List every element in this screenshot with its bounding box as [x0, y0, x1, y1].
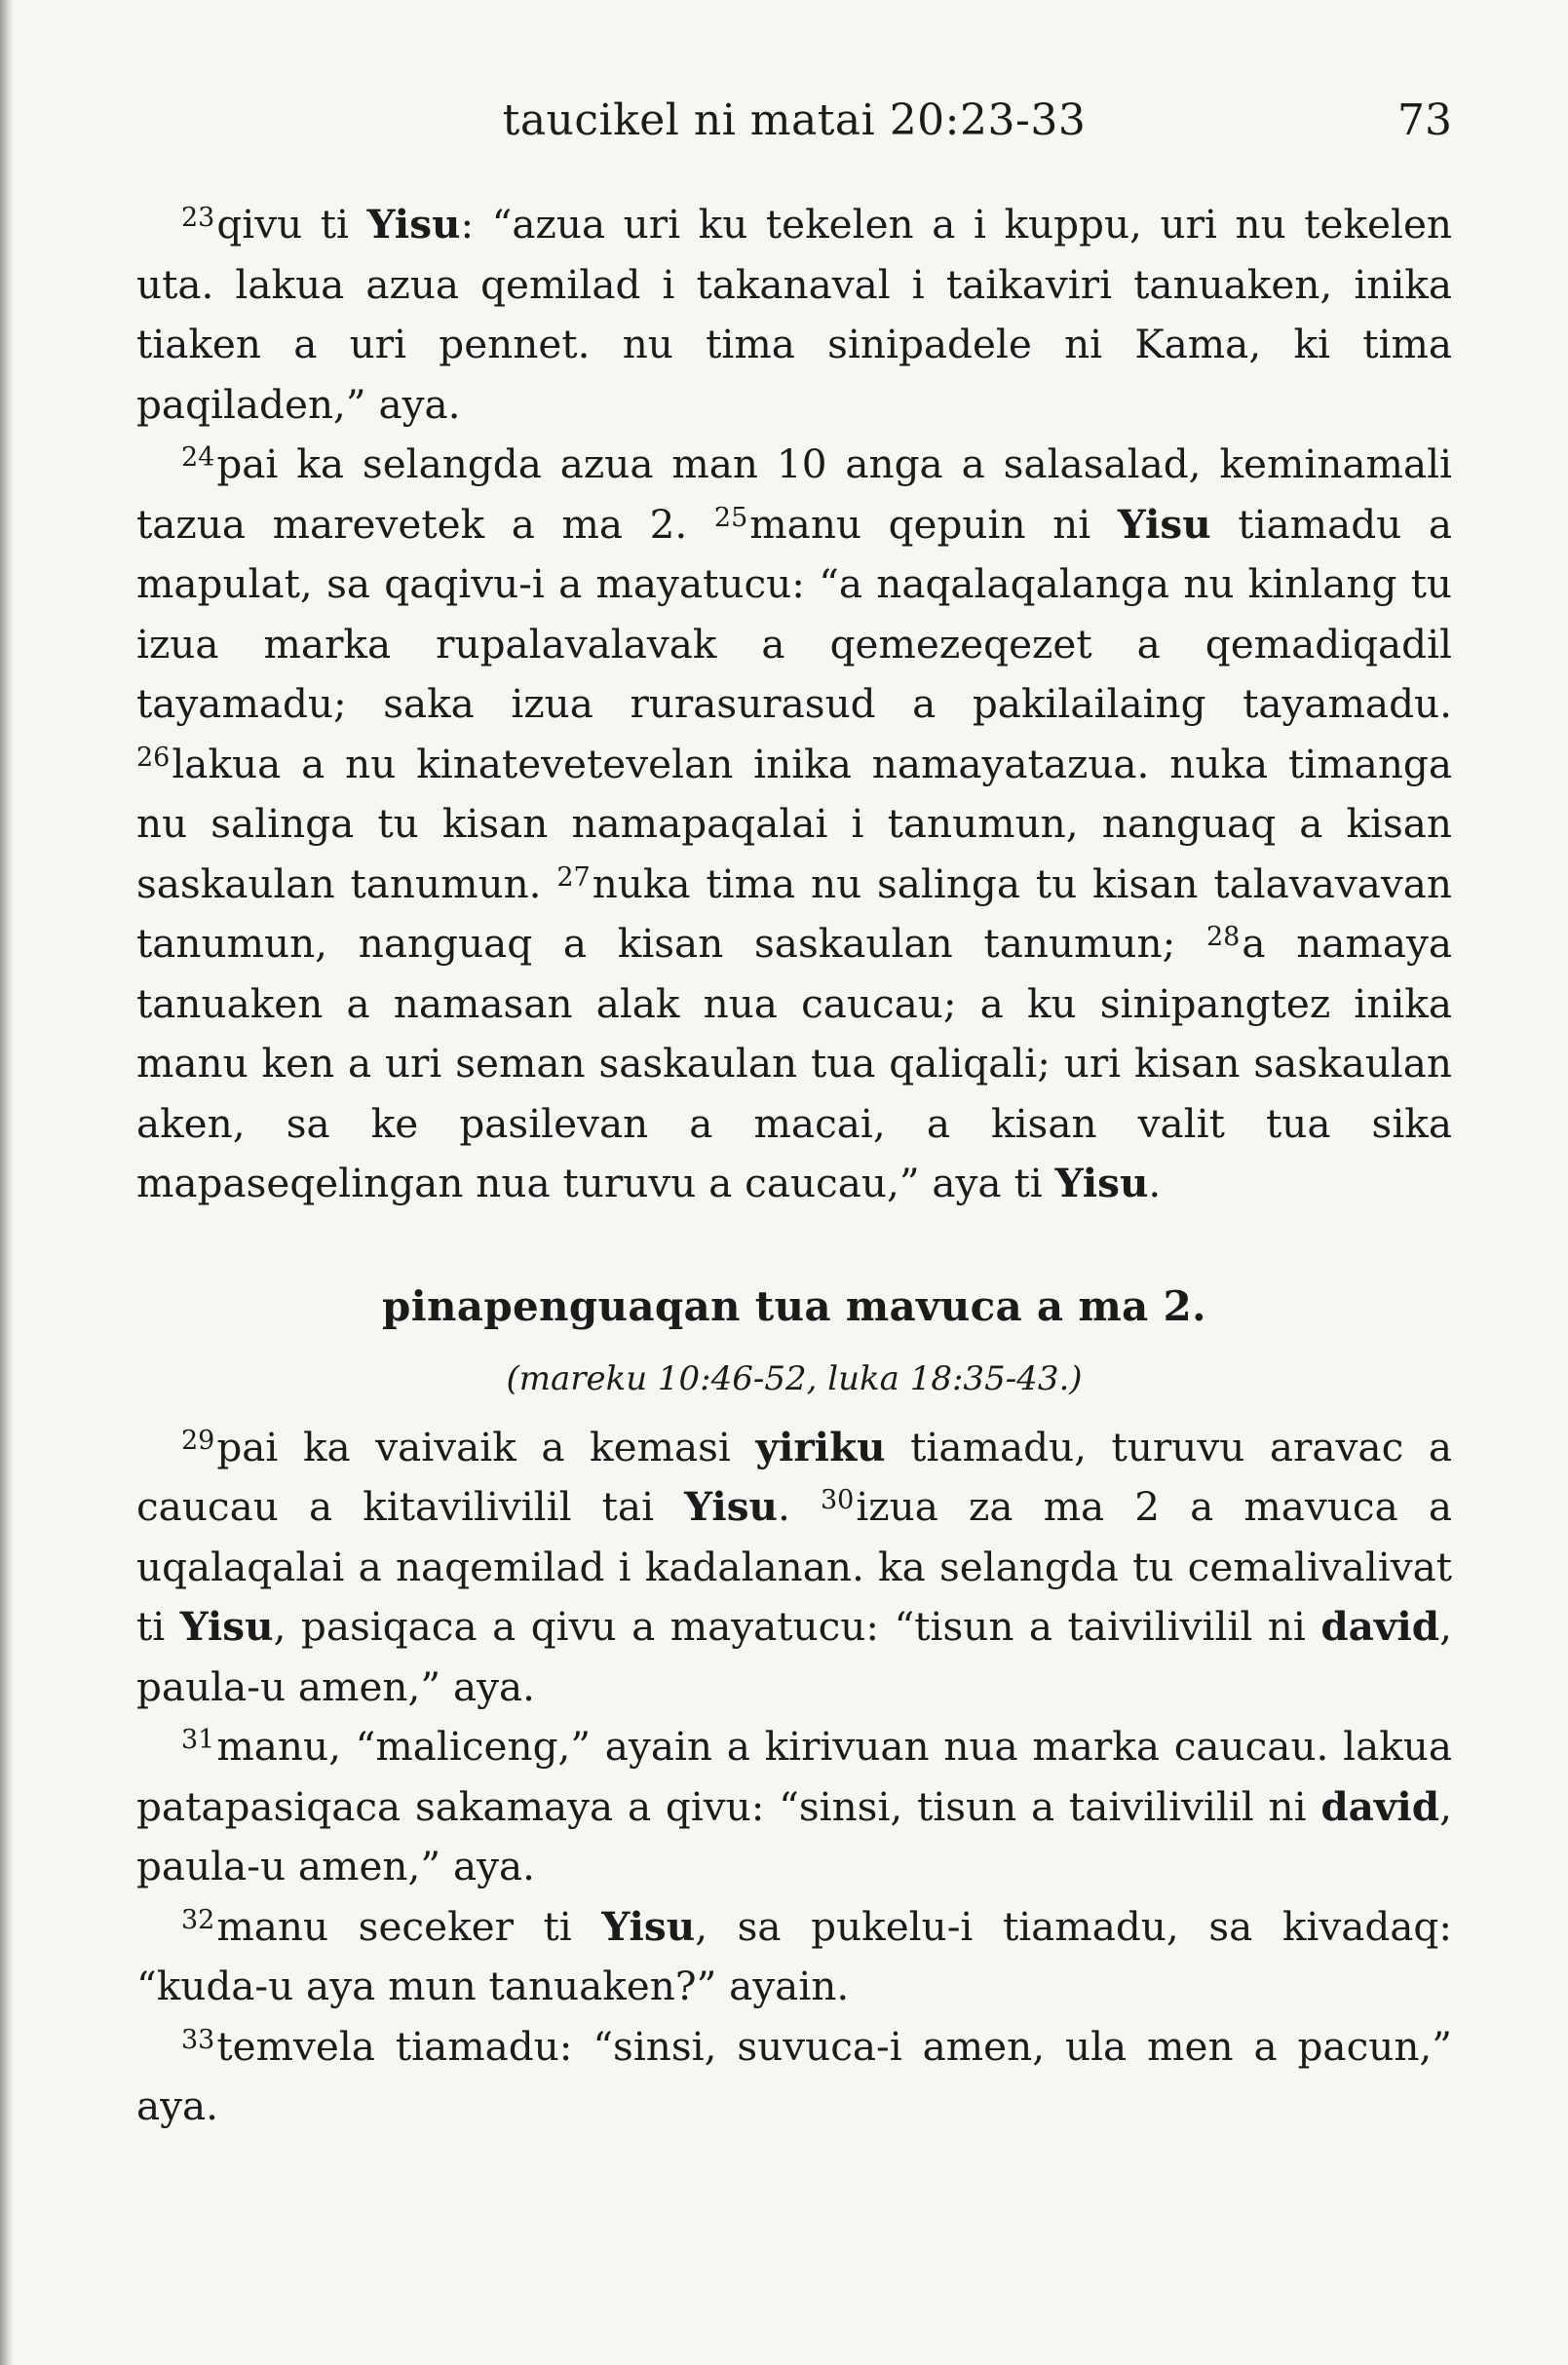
verse-text: tiamadu, turuvu aravac a caucau a kitavilivilil tai [136, 1423, 1452, 1530]
verse-text: pai ka vaivaik a kemasi [216, 1423, 756, 1470]
scripture-text [136, 195, 1452, 2137]
verse-text: , pasiqaca a qivu a mayatucu: “tisun a taivilivilil ni [273, 1603, 1321, 1650]
verse-text: temvela tiamadu: “sinsi, suvuca-i amen, ula men a pacun,” aya. [136, 2022, 1452, 2129]
verse-number: 28 [1205, 922, 1241, 952]
verse-number: 29 [181, 1425, 215, 1456]
verse-text: , paula-u amen,” aya. [136, 1603, 1452, 1710]
verse-text: manu qepuin ni [749, 500, 1118, 548]
verse-text: nuka tima nu salinga tu kisan talavavavan tanumun, nanguaq a kisan saskaulan tanumun; [136, 859, 1452, 967]
verse-number: 33 [181, 2024, 215, 2055]
verse-text: qivu ti [216, 201, 367, 248]
verse-text: . [778, 1483, 821, 1530]
verse-number: 31 [181, 1725, 215, 1755]
verse-text: lakua a nu kinatevetevelan inika namayatazua. nuka timanga nu salinga tu kisan namapaqalai i tanumun, nanguaq a kisan saskaulan tanumun. [136, 740, 1452, 907]
verse-paragraph [136, 1717, 1452, 1897]
binding-edge [0, 0, 14, 2365]
verse-number: 23 [181, 203, 215, 233]
proper-name: david [1320, 1782, 1440, 1830]
verse-text: , sa pukelu-i tiamadu, sa kivadaq: “kuda-u aya mun tanuaken?” ayain. [136, 1902, 1453, 2009]
verse-paragraph [136, 195, 1452, 435]
verse-text: izua za ma 2 a mavuca a uqalaqalai a naqemilad i kadalanan. ka selangda tu cemalivalivat ti [136, 1483, 1453, 1650]
verse-text: a namaya tanuaken a namasan alak nua caucau; a ku sinipangtez inika manu ken a uri seman saskaulan tua qaliqali; uri kisan saskaulan aken, sa ke pasilevan a macai, a kisan valit tua sika mapaseqelingan nua turuvu a caucau,” aya ti [136, 920, 1452, 1206]
verse-number: 27 [556, 861, 591, 893]
verse-text: tiamadu a mapulat, sa qaqivu-i a mayatucu: “a naqalaqalanga nu kinlang tu izua marka rupalavalavak a qemezeqezet a qemadiqadil tayamadu; saka izua rurasurasud a pakilailaing tayamadu. [136, 500, 1452, 727]
verse-text: pai ka selangda azua man 10 anga a salasalad, keminamali tazua marevetek a ma 2. [136, 440, 1452, 548]
verse-paragraph [136, 1897, 1452, 2017]
verse-text: manu, “maliceng,” ayain a kirivuan nua marka caucau. lakua patapasiqaca sakamaya a qivu: “sinsi, tisun a taivilivilil ni [136, 1723, 1452, 1830]
proper-name: Yisu [684, 1483, 778, 1530]
verse-number: 32 [181, 1904, 215, 1935]
page-number: 73 [1397, 95, 1452, 145]
proper-name: Yisu [601, 1902, 696, 1950]
verse-paragraph [136, 435, 1452, 1214]
cross-reference: (mareku 10:46-52, luka 18:35-43.) [506, 1359, 1083, 1398]
verse-number: 26 [136, 742, 171, 773]
verse-text: . [1148, 1160, 1162, 1206]
verse-number: 25 [713, 502, 748, 533]
proper-name: Yisu [1117, 500, 1211, 548]
verse-text: manu seceker ti [216, 1902, 602, 1950]
proper-name: Yisu [366, 201, 461, 248]
running-head: taucikel ni matai 20:23-33 [502, 95, 1087, 145]
proper-name: yiriku [755, 1423, 886, 1470]
verse-number: 30 [821, 1485, 855, 1515]
verse-text: : “azua uri ku tekelen a i kuppu, uri nu tekelen uta. lakua azua qemilad i takanaval i taikaviri tanuaken, inika tiaken a uri pennet. nu tima sinipadele ni Kama, ki tima paqiladen,” aya. [136, 201, 1452, 428]
page-header [136, 95, 1452, 154]
verse-paragraph [136, 2017, 1452, 2137]
proper-name: Yisu [179, 1603, 274, 1650]
verse-paragraph [136, 1418, 1452, 1718]
proper-name: david [1320, 1603, 1440, 1650]
proper-name: Yisu [1054, 1160, 1149, 1206]
verse-number: 24 [181, 442, 215, 473]
section-heading: pinapenguaqan tua mavuca a ma 2. [382, 1281, 1206, 1330]
verse-text: , paula-u amen,” aya. [136, 1782, 1452, 1889]
